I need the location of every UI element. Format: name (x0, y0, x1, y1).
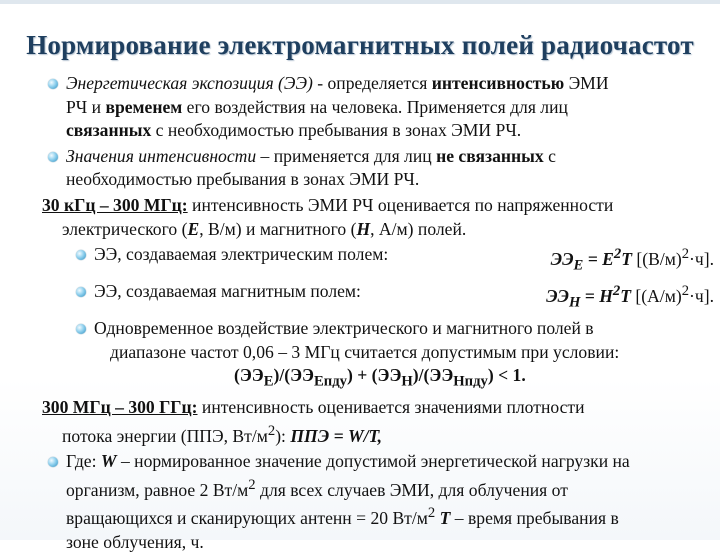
bold-text: связанных (66, 120, 152, 141)
text: , А/м) полей. (370, 218, 467, 239)
bold-text: интенсивностью (431, 73, 565, 93)
bold-text: временем (105, 96, 183, 117)
top-border (0, 0, 720, 4)
formula: $ЭЭ_E = E^2T$ $[(В/м)^2\cdot ч]$. (550, 246, 714, 274)
sub-bullet-magnetic (46, 280, 718, 315)
combined-condition: $(ЭЭ_E)/(ЭЭ_{Eпду}) + (ЭЭ_H)/(ЭЭ_{Hпду}) < 1$. (234, 365, 526, 390)
sub-bullet-combined (46, 317, 718, 394)
symbol-t: T (439, 508, 451, 529)
bullet-intensity-values (46, 145, 718, 192)
text: его воздействия на человека. Применяется для лиц (182, 96, 568, 117)
continuation (42, 218, 718, 242)
text: - определяется (312, 73, 432, 93)
range-30khz-300mhz (42, 194, 718, 241)
formula: $ЭЭ_H = H^2T$ $[(А/м)^2\cdot ч]$. (546, 283, 714, 311)
bullet-where: Где: W – нормированное значение допустимой энергетической нагрузки на организм, равное 2 $Вт/м^2$ для всех случаев ЭМИ, для облучения от вращающихся и сканирующих антенн = 20 $Вт/м^2$ T – время пребывания в зоне облучения, ч. (46, 450, 718, 554)
text: интенсивность оценивается значениями плотности (197, 397, 585, 418)
text: ЭЭ, создаваемая электрическим полем: (94, 244, 389, 265)
range-heading: 300 МГц – 300 ГГц: (42, 397, 198, 418)
formula-row (94, 280, 714, 315)
bullet-energy-exposure (46, 72, 718, 143)
range-heading: 30 кГц – 300 МГц: (42, 194, 188, 215)
formula-row (94, 243, 714, 278)
text: РЧ и (66, 96, 106, 117)
text: – применяется для лиц (256, 145, 437, 166)
text: с необходимостью пребывания в зонах ЭМИ РЧ. (151, 120, 522, 141)
text: Одновременное воздействие электрического и магнитного полей в (94, 318, 594, 339)
continuation: потока энергии (ППЭ, $Вт/м^2$): ППЭ = W/T, (62, 422, 383, 446)
term: Энергетическая экспозиция (ЭЭ) (66, 73, 313, 93)
text: интенсивность ЭМИ РЧ оценивается по напряженности (187, 194, 614, 215)
term: Значения интенсивности (66, 145, 257, 166)
symbol-w: W (100, 451, 117, 472)
ppe-formula: ППЭ = W/T, (290, 425, 383, 446)
slide-title: Нормирование электромагнитных полей радиочастот (26, 30, 694, 60)
text: с (543, 145, 556, 166)
text: ЭЭ, создаваемая магнитным полем: (94, 281, 361, 302)
text: , В/м) и магнитного ( (199, 218, 357, 239)
sub-bullet-electric (46, 243, 718, 278)
slide-content (42, 72, 718, 557)
text: ЭМИ (564, 73, 609, 93)
text: электрического ( (62, 218, 188, 239)
text: диапазоне частот 0,06 – 3 МГц считается допустимым при условии: (110, 341, 620, 362)
symbol-h: H (356, 218, 371, 239)
range-300mhz-300ghz (42, 396, 718, 448)
text: необходимостью пребывания в зонах ЭМИ РЧ. (66, 169, 420, 190)
symbol-e: E (187, 218, 200, 239)
bold-text: не связанных (436, 145, 544, 166)
